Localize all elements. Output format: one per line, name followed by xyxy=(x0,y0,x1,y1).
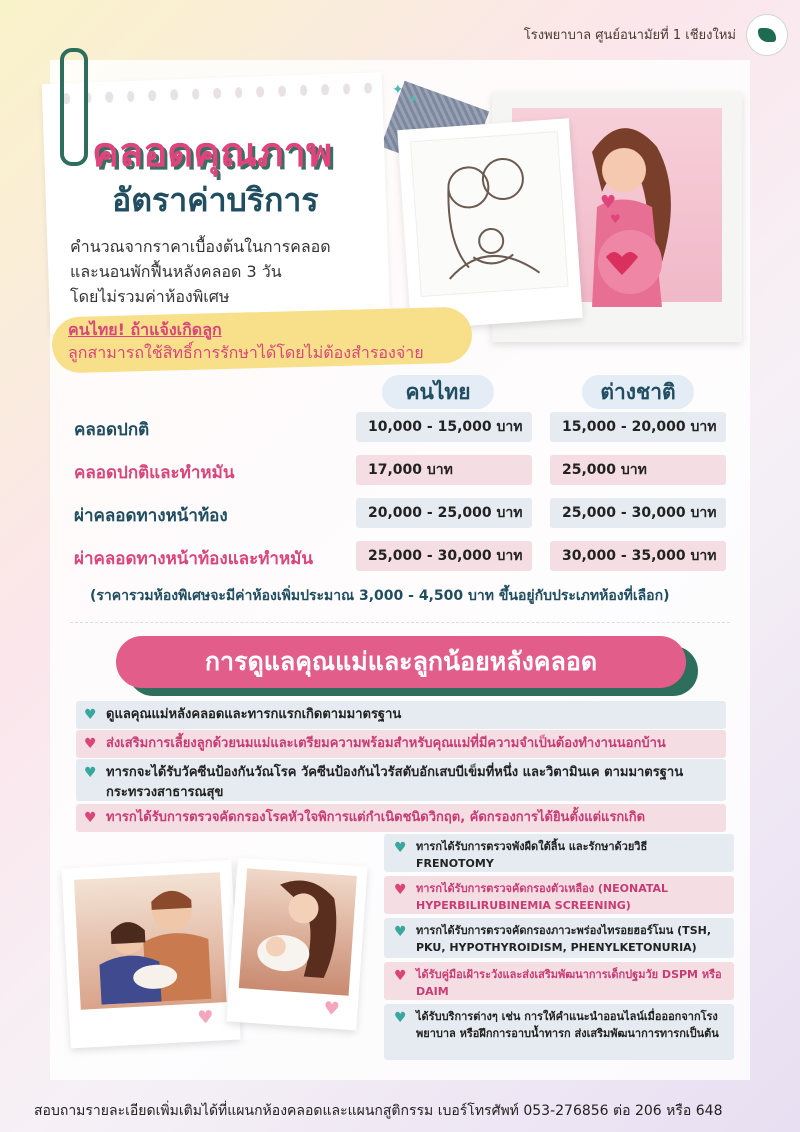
highlight-text: ลูกสามารถใช้สิทธิ์การรักษาได้โดยไม่ต้องสำรองจ่าย xyxy=(68,343,424,362)
sub-title: อัตราค่าบริการ xyxy=(112,181,319,219)
sparkle-icon: ✦ xyxy=(408,92,419,106)
price-cell-foreign: 25,000 - 30,000 บาท xyxy=(550,498,726,528)
heart-check-icon: ♥ xyxy=(84,810,97,826)
column-header-foreign: ต่างชาติ xyxy=(582,375,694,409)
heart-check-icon: ♥ xyxy=(394,1010,407,1026)
highlight-title: คนไทย! ถ้าแจ้งเกิดลูก xyxy=(68,320,222,339)
care-item-right: ♥ ทารกได้รับการตรวจพังผืดใต้ลิ้น และรักษาด้วยวิธี FRENOTOMY xyxy=(384,834,734,872)
row-label: ผ่าคลอดทางหน้าท้องและทำหมัน xyxy=(74,549,313,569)
price-cell-foreign: 15,000 - 20,000 บาท xyxy=(550,412,726,442)
heart-check-icon: ♥ xyxy=(394,924,407,940)
heart-check-icon: ♥ xyxy=(394,882,407,898)
couple-sketch-photo xyxy=(397,118,583,330)
care-item: ♥ ส่งเสริมการเลี้ยงลูกด้วยนมแม่และเตรียมความพร้อมสำหรับคุณแม่ที่มีความจำเป็นต้องทำงานนอกบ้าน xyxy=(76,730,726,758)
heart-check-icon: ♥ xyxy=(84,736,97,752)
description: คำนวณจากราคาเบื้องต้นในการคลอด และนอนพักฟื้นหลังคลอด 3 วัน โดยไม่รวมค่าห้องพิเศษ xyxy=(70,237,331,306)
paperclip-icon xyxy=(60,48,88,166)
price-cell-foreign: 30,000 - 35,000 บาท xyxy=(550,541,726,571)
row-label: คลอดปกติ xyxy=(74,420,150,440)
heart-check-icon: ♥ xyxy=(84,765,97,781)
price-cell-thai: 10,000 - 15,000 บาท xyxy=(356,412,532,442)
sparkle-icon: ✦ xyxy=(392,82,404,98)
care-item-right: ♥ ได้รับคู่มือเฝ้าระวังและส่งเสริมพัฒนาการเด็กปฐมวัย DSPM หรือ DAIM xyxy=(384,962,734,1000)
care-item: ♥ ทารกจะได้รับวัคซีนป้องกันวัณโรค วัคซีนป้องกันไวรัสตับอักเสบบีเข็มที่หนึ่ง และวิตามินเค ตามมาตรฐานกระทรวงสาธารณสุข xyxy=(76,759,726,801)
hospital-name: โรงพยาบาล ศูนย์อนามัยที่ 1 เชียงใหม่ xyxy=(523,28,736,43)
column-header-thai: คนไทย xyxy=(382,375,494,409)
price-cell-thai: 17,000 บาท xyxy=(356,455,532,485)
care-item: ♥ ดูแลคุณแม่หลังคลอดและทารกแรกเกิดตามมาตรฐาน xyxy=(76,701,726,729)
main-title: คลอดคุณภาพ xyxy=(92,130,333,176)
heart-icon: ♥ xyxy=(322,998,341,1021)
price-note: (ราคารวมห้องพิเศษจะมีค่าห้องเพิ่มประมาณ 3,000 - 4,500 บาท ขึ้นอยู่กับประเภทห้องที่เลือก) xyxy=(90,588,670,604)
family-illustration xyxy=(80,879,220,1006)
heart-icon: ♥ xyxy=(196,1006,215,1029)
heart-check-icon: ♥ xyxy=(84,707,97,723)
family-photo xyxy=(61,860,240,1049)
price-cell-thai: 25,000 - 30,000 บาท xyxy=(356,541,532,571)
footer-contact: สอบถามรายละเอียดเพิ่มเติมได้ที่แผนกห้องคลอดและแผนกสูติกรรม เบอร์โทรศัพท์ 053-276856 ต่อ 206 หรือ 648 xyxy=(34,1103,723,1119)
family-sketch-illustration xyxy=(421,142,558,291)
mother-baby-illustration xyxy=(243,873,352,990)
heart-check-icon: ♥ xyxy=(394,840,407,856)
price-cell-foreign: 25,000 บาท xyxy=(550,455,726,485)
row-label: คลอดปกติและทำหมัน xyxy=(74,463,235,483)
care-item-right: ♥ ทารกได้รับการตรวจคัดกรองภาวะพร่องไทรอยฮอร์โมน (TSH, PKU, HYPOTHYROIDISM, PHENYLKETONURIA) xyxy=(384,918,734,958)
heart-check-icon: ♥ xyxy=(394,968,407,984)
care-item-right: ♥ ได้รับบริการต่างๆ เช่น การให้คำแนะนำออนไลน์เมื่อออกจากโรงพยาบาล หรือฝึกการอาบน้ำทารก ส่งเสริมพัฒนาการทารกเป็นต้น xyxy=(384,1004,734,1060)
divider xyxy=(70,622,730,623)
care-item-right: ♥ ทารกได้รับการตรวจคัดกรองตัวเหลือง (NEONATAL HYPERBILIRUBINEMIA SCREENING) xyxy=(384,876,734,914)
care-item: ♥ ทารกได้รับการตรวจคัดกรองโรคหัวใจพิการแต่กำเนิดชนิดวิกฤต, คัดกรองการได้ยินตั้งแต่แรกเกิด xyxy=(76,804,726,832)
row-label: ผ่าคลอดทางหน้าท้อง xyxy=(74,506,228,526)
care-banner: การดูแลคุณแม่และลูกน้อยหลังคลอด xyxy=(116,636,686,688)
mother-baby-photo xyxy=(226,858,367,1031)
price-cell-thai: 20,000 - 25,000 บาท xyxy=(356,498,532,528)
hospital-logo xyxy=(746,14,788,56)
pregnant-mother-photo: ♥ ♥ xyxy=(492,92,742,342)
